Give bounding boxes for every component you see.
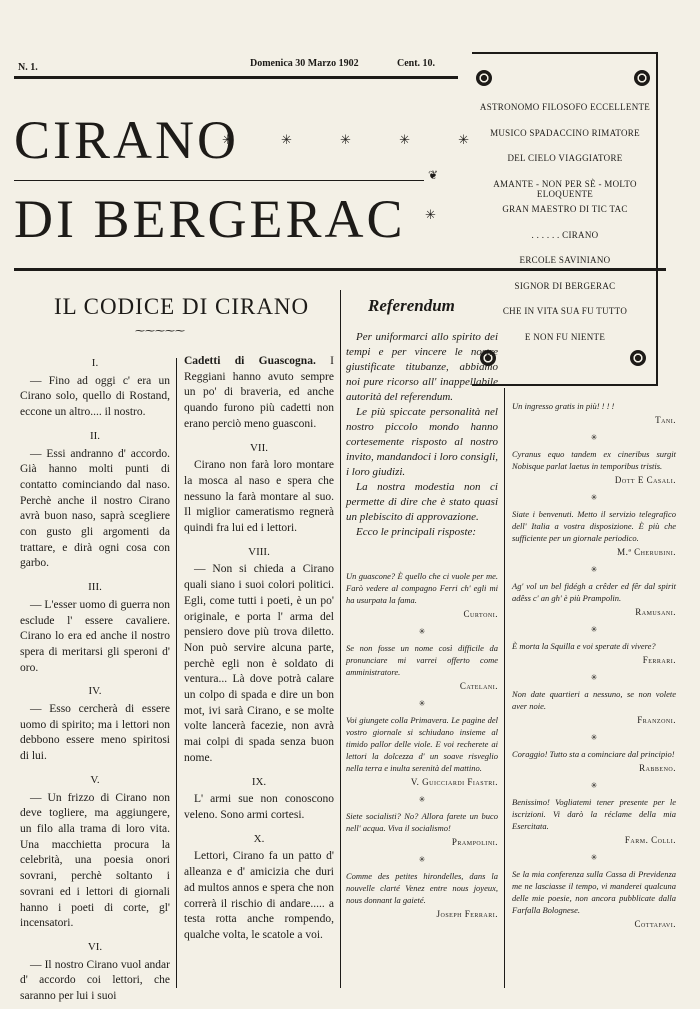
reply-text: Se non fosse un nome così difficile da pronunciare mi varrei offerto come amministratore. [346,643,498,677]
motto-line: E NON FU NIENTE [524,331,606,342]
title-di-bergerac: DI BERGERAC [14,189,406,249]
motto-box [472,52,658,386]
reply-text: È morta la Squilla e voi sperate di vivere? [512,641,656,651]
separator-icon: ✳ [590,733,598,742]
separator-icon: ✳ [590,853,598,862]
section-text: — L'esser uomo di guerra non esclude l' essere cavaliere. Cirano lo era ed anche il nostro spera di meritarsi gli speroni d' oro. [20,598,170,674]
section-text: Lettori, Cirano fa un patto d' alleanza e d' amicizia che duri ad multos annos e spera che non correrà il rischio di andare..... a testa rotta anche rompendo, qualche volta, le scatole a voi. [184,850,334,941]
title-star-single: ✳ [425,208,458,223]
reply-signature: Catelani. [459,681,498,691]
reply-text: Benissimo! Vogliatemi tener presente per le iscrizioni. Vi darò la réclame della mia Esercitata. [512,797,676,831]
reply-signature: V. Guicciardi Fiastri. [410,777,498,787]
reply-signature: Rabbeno. [639,763,676,773]
motto-line: DEL CIELO VIAGGIATORE [507,153,623,163]
section-text: L' armi sue non conoscono veleno. Sono armi cortesi. [184,793,334,821]
motto-line: SIGNOR DI BERGERAC [514,280,616,291]
intro-text: I Reggiani hanno avuto sempre un po' di braveria, ed anche quando furono più cadetti non erano perciò meno guasconi. [184,355,334,430]
reply-signature: Ramusani. [635,607,676,617]
motto-line: ASTRONOMO FILOSOFO ECCELLENTE [479,102,651,112]
motto-line: ERCOLE SAVINIANO [519,255,611,265]
reply-signature: Ferrari. [642,655,676,665]
separator-icon: ✳ [590,433,598,442]
top-rule [14,76,458,79]
title-stars: ✳ ✳ ✳ ✳ ✳ [222,133,491,148]
reply-signature: M.ª Cherubini. [617,547,676,557]
separator-icon: ✳ [590,781,598,790]
reply-text: Cyranus equo tandem ex cineribus surgit Nobisque parlat laetus in temporibus tristis. [512,449,676,471]
seal-icon [634,70,650,86]
reply-signature: Joseph Ferrari. [436,909,498,919]
separator-icon: ✳ [590,565,598,574]
separator-icon: ✳ [418,795,426,804]
motto-line: CHE IN VITA SUA FU TUTTO [502,306,628,316]
reply-signature: Tani. [655,415,676,425]
referendum-intro [346,330,498,540]
section-number: IX. [251,775,267,788]
section-number: V. [90,773,100,786]
reply-text: Un ingresso gratis in più! ! ! ! [512,401,615,411]
section-number: I. [91,357,99,369]
section-number: X. [253,832,265,845]
section-text: — Essi andranno d' accordo. Già hanno molti punti di contatto cominciando dal naso. Perchè anche il nostro Cirano avrà buon naso, saprà scegliere con gusto gli argomenti da trattare, e dirà ogni cosa con garbo. [20,447,170,570]
column-divider [504,388,505,988]
reply-text: Coraggio! Tutto sta a cominciare dal principio! [512,749,675,759]
separator-icon: ✳ [418,699,426,708]
separator-icon: ✳ [418,855,426,864]
section-text: — Il nostro Cirano vuol andar d' accordo coi lettori, che saranno per lui i suoi [20,958,170,1003]
issue-price: Cent. 10. [397,58,436,69]
motto-line: . . . . . . CIRANO [531,229,599,240]
reply-text: Se la mia conferenza sulla Cassa di Previdenza me ne lasciasse il tempo, vi manderei qualcuna delle mie poesie, non ancora pubblicate dalla Farfalla Bolognese. [512,869,676,915]
intro-paragraph: Per uniformarci allo spirito dei tempi e per vincere le nostre giustificate titubanze, abbiamo noi pure ricorso all' inappellabile autorità del referendum. [346,331,498,403]
motto-lines [472,102,658,357]
section-text: — Esso cercherà di essere uomo di spirito; ma i lettori non debbono essere meno spiritosi di lui. [20,703,170,763]
seal-icon [476,70,492,86]
intro-paragraph: Le più spiccate personalità nel nostro piccolo mondo hanno cortesemente risposto al nostro invito, mandandoci i loro consigli, i loro giudizi. [346,406,498,478]
section-number: III. [88,581,102,594]
motto-line: GRAN MAESTRO DI TIC TAC [502,204,628,214]
section-number: VII. [249,441,269,454]
reply-text: Non date quartieri a nessuno, se non volete aver noie. [512,689,676,711]
reply-text: Ag' vol un bel fidégh a crêder ed fêr dal spirit adêss c' an gh' è più Prampolin. [512,581,676,603]
reply-signature: Prampolini. [451,837,498,847]
reply-text: Siete socialisti? No? Allora farete un buco nell' acqua. Viva il socialismo! [346,811,498,833]
section-text: — Non si chieda a Cirano quali siano i suoi colori politici. Egli, come tutti i poeti, è un po' originale, e porta l' arma del pensiero dove più trova diletto. Non può servire alcuna parte, perchè egli non è soldato di ventura... Là dove potrà calare un colpo di spada e dire un bon mot, ivi sarà Cirano, e se molte volte lancerà facezie, non avrà mai colpi di spada senza buon nome. [184,563,334,764]
heading-ornament: ⁓⁓⁓⁓⁓ [135,326,185,337]
reply-signature: Curtoni. [463,609,498,619]
flourish-ornament: ❦ [428,168,439,182]
reply-signature: Cottafavi. [634,919,676,929]
section-text: Cirano non farà loro montare la mosca al naso e spera che nessuno la farà montare al suo. Il miglior cameratismo regnerà quindi fra lui ed i lettori. [184,459,334,535]
reply-text: Voi giungete colla Primavera. Le pagine del vostro giornale si schiudano insieme al timido pallor delle viole. E voi recherete ai lettori la dolcezza d' un soave risveglio nella terra e inulta serenità del mattino. [346,715,498,773]
title-mid-rule [14,180,424,181]
reply-text: Un guascone? È quello che ci vuole per me. Farò vedere al compagno Ferri ch' egli mi ha usurpata la fama. [346,571,498,605]
motto-line: AMANTE - NON PER SÈ - MOLTO ELOQUENTE [493,178,637,199]
separator-icon: ✳ [418,627,426,636]
separator-icon: ✳ [590,493,598,502]
section-number: VIII. [248,545,270,558]
replies-column-4 [512,400,676,929]
intro-paragraph: La nostra modestia non ci permette di dire che è stato quasi un plebiscito di approvazione. [346,481,498,523]
separator-icon: ✳ [590,673,598,682]
section-text: — Un frizzo di Cirano non deve togliere, ma aggiungere, un filo alla trama di loro vita. Una macchietta procura la celebrità, una poesia onori sovrani, perchè soltanto i sovrani ed i lettori di giornali hanno i poeti di corte, gl' incensatori. [20,791,170,930]
referendum-replies [346,570,498,919]
codice-column-2 [184,354,334,944]
section-number: II. [89,429,101,442]
motto-line: MUSICO SPADACCINO RIMATORE [490,127,640,138]
section-number: VI. [87,940,103,953]
reply-text: Comme des petites hirondelles, dans la nouvelle clarté Venez entre nous joyeux, nous donnant la gaieté. [346,871,498,905]
reply-signature: Farm. Colli. [624,835,676,845]
codice-heading: IL CODICE DI CIRANO [54,294,310,319]
referendum-heading: Referendum [368,296,455,315]
issue-number: N. 1. [18,62,38,73]
column-divider [340,290,341,988]
codice-column-1 [20,348,170,1005]
column-divider [176,358,177,988]
section-text: — Fino ad oggi c' era un Cirano solo, quello di Rostand, eccone un altro.... il nostro. [20,374,170,419]
title-cirano: CIRANO [14,110,240,170]
section-number: IV. [88,685,102,698]
intro-paragraph: Ecco le principali risposte: [356,526,477,538]
separator-icon: ✳ [590,625,598,634]
reply-signature: Franzoni. [637,715,676,725]
issue-date: Domenica 30 Marzo 1902 [250,58,359,69]
intro-bold: Cadetti di Guascogna. [184,355,316,367]
reply-text: Siate i benvenuti. Metto il servizio telegrafico dell' Italia a vostra disposizione. È più che sufficiente per un giornale periodico. [512,509,676,543]
reply-signature: Dott E Casali. [614,475,676,485]
